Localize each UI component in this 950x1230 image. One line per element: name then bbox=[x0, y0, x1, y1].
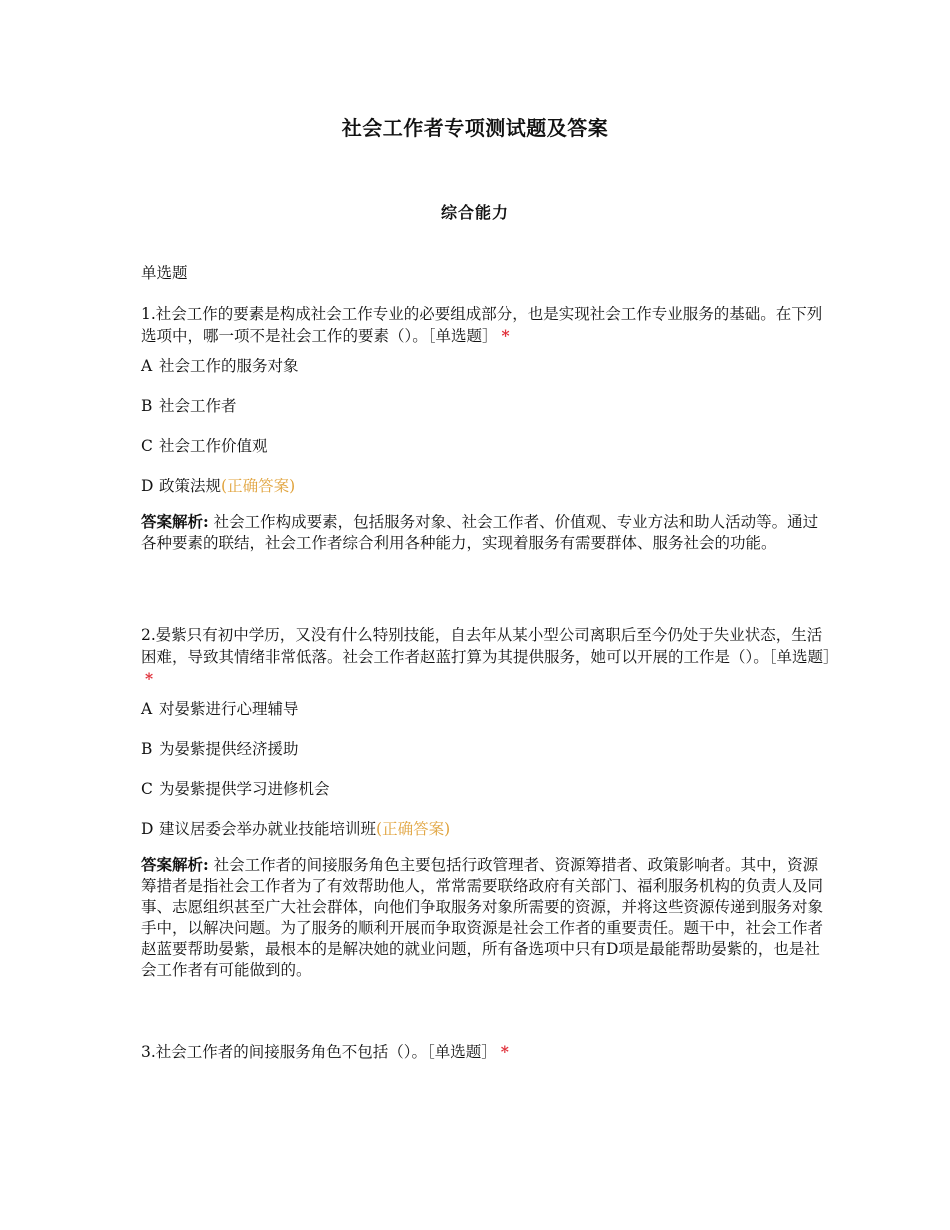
analysis-text: 社会工作者的间接服务角色主要包括行政管理者、资源筹措者、政策影响者。其中，资源筹措者是指社会工作者为了有效帮助他人，常常需要联络政府有关部门、福利服务机构的负责人及同事、志愿组织甚至广大社会群体，向他们争取服务对象所需要的资源，并将这些资源传递到服务对象手中，以解决问题。为了服务的顺利开展而争取资源是社会工作者的重要责任。题干中，社会工作者赵蓝要帮助晏紫，最根本的是解决她的就业问题，所有备选项中只有D项是最能帮助晏紫的，也是社会工作者有可能做到的。 bbox=[141, 856, 824, 979]
option-letter: C bbox=[141, 780, 153, 798]
option-letter: A bbox=[141, 357, 153, 375]
option-a[interactable] bbox=[141, 698, 831, 720]
analysis-label: 答案解析: bbox=[141, 512, 209, 531]
option-text: 社会工作者 bbox=[159, 397, 237, 415]
question-2 bbox=[141, 624, 839, 981]
correct-answer-tag: (正确答案) bbox=[376, 820, 451, 838]
option-letter: A bbox=[141, 700, 153, 718]
option-b[interactable] bbox=[141, 738, 831, 760]
question-1 bbox=[141, 303, 831, 554]
option-text: 政策法规 bbox=[159, 477, 222, 495]
spacer bbox=[141, 554, 831, 624]
option-letter: D bbox=[141, 477, 154, 495]
section-title: 综合能力 bbox=[440, 203, 509, 222]
option-text: 社会工作的服务对象 bbox=[159, 357, 299, 375]
analysis-text: 社会工作构成要素，包括服务对象、社会工作者、价值观、专业方法和助人活动等。通过各种要素的联结，社会工作者综合利用各种能力，实现着服务有需要群体、服务社会的功能。 bbox=[141, 513, 819, 552]
question-stem: 2.晏紫只有初中学历，又没有什么特别技能，自去年从某小型公司离职后至今仍处于失业状态，生活困难，导致其情绪非常低落。社会工作者赵蓝打算为其提供服务，她可以开展的工作是（）。［单选题］ bbox=[141, 626, 839, 666]
option-text: 为晏紫提供学习进修机会 bbox=[159, 780, 330, 798]
required-mark: * bbox=[500, 1042, 509, 1061]
analysis-label: 答案解析: bbox=[141, 855, 209, 874]
answer-analysis bbox=[141, 511, 831, 554]
option-a[interactable] bbox=[141, 355, 831, 377]
question-stem: 1.社会工作的要素是构成社会工作专业的必要组成部分，也是实现社会工作专业服务的基础。在下列选项中，哪一项不是社会工作的要素（）。［单选题］ bbox=[141, 305, 823, 345]
option-b[interactable] bbox=[141, 395, 831, 417]
spacer bbox=[141, 981, 831, 1041]
option-letter: B bbox=[141, 397, 153, 415]
option-text: 对晏紫进行心理辅导 bbox=[159, 700, 299, 718]
required-mark: * bbox=[145, 669, 154, 688]
question-stem: 3.社会工作者的间接服务角色不包括（）。［单选题］ bbox=[141, 1043, 497, 1061]
correct-answer-tag: (正确答案) bbox=[221, 477, 296, 495]
question-text bbox=[141, 624, 839, 690]
question-3 bbox=[141, 1041, 831, 1063]
answer-analysis bbox=[141, 854, 831, 981]
option-letter: C bbox=[141, 437, 153, 455]
option-c[interactable] bbox=[141, 435, 831, 457]
option-letter: D bbox=[141, 820, 154, 838]
question-type-heading: 单选题 bbox=[141, 264, 188, 282]
option-c[interactable] bbox=[141, 778, 831, 800]
question-text bbox=[141, 1041, 831, 1063]
option-text: 为晏紫提供经济援助 bbox=[159, 740, 299, 758]
option-letter: B bbox=[141, 740, 153, 758]
required-mark: * bbox=[501, 326, 510, 345]
option-text: 建议居委会举办就业技能培训班 bbox=[159, 820, 377, 838]
document-content bbox=[141, 262, 839, 1071]
document-title: 社会工作者专项测试题及答案 bbox=[341, 116, 609, 140]
option-d[interactable] bbox=[141, 475, 831, 497]
question-text bbox=[141, 303, 831, 347]
option-d[interactable] bbox=[141, 818, 831, 840]
option-text: 社会工作价值观 bbox=[159, 437, 268, 455]
